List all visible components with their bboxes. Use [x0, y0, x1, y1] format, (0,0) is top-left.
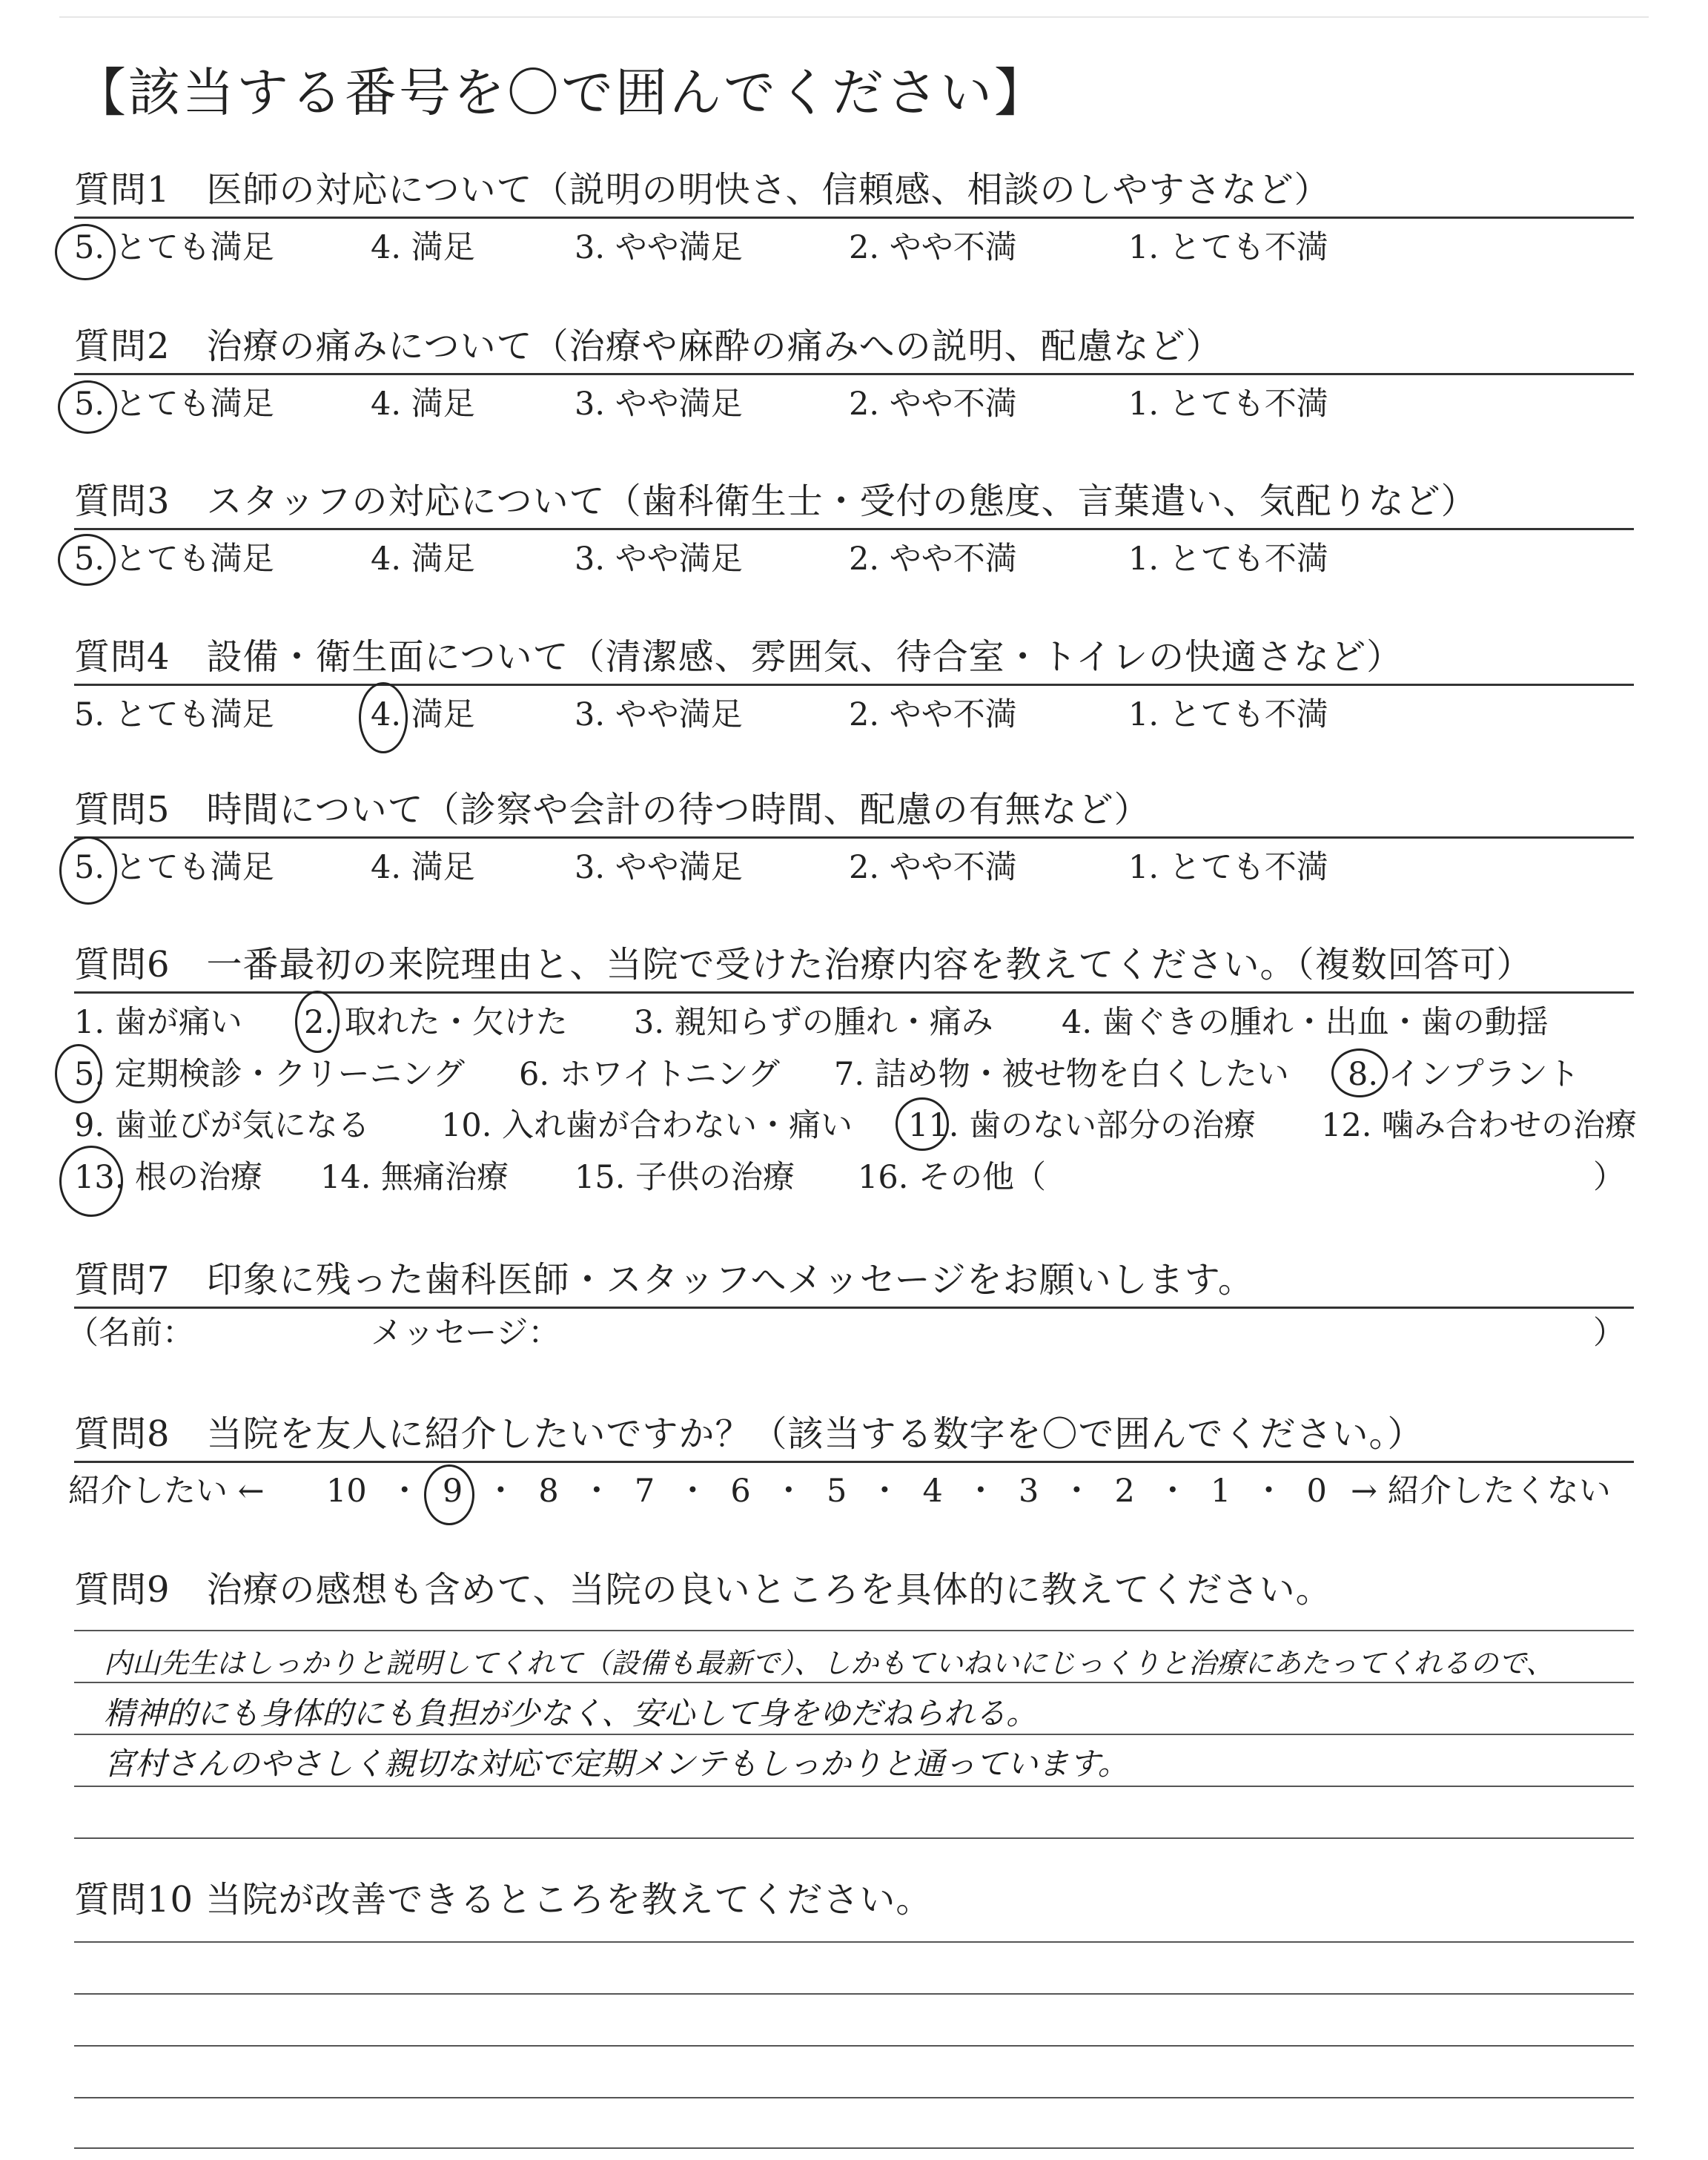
q10-answer-line [74, 1941, 1634, 1943]
q1-option-3[interactable]: 3. やや満足 [575, 229, 743, 266]
q5-option-2[interactable]: 2. やや不満 [849, 849, 1017, 886]
question-1-title: 質問1 医師の対応について（説明の明快さ、信頼感、相談のしやすさなど） [74, 169, 1331, 211]
q6-option-1[interactable]: 1. 歯が痛い [74, 1004, 242, 1041]
q8-scale-dot: ・ [1252, 1473, 1285, 1510]
q7-message-label: メッセージ： [371, 1315, 560, 1352]
q8-scale-3[interactable]: 3 [1018, 1473, 1039, 1510]
q4-option-5[interactable]: 5. とても満足 [74, 696, 274, 733]
q9-answer-line [74, 1682, 1634, 1683]
q3-option-5[interactable]: 5. とても満足 [74, 541, 274, 578]
question-4-rule [74, 684, 1634, 686]
q8-right-label: → 紹介したくない [1351, 1473, 1611, 1510]
q10-answer-line [74, 2147, 1634, 2149]
question-9-title: 質問9 治療の感想も含めて、当院の良いところを具体的に教えてください。 [74, 1569, 1332, 1611]
q3-option-4[interactable]: 4. 満足 [371, 541, 475, 578]
q2-option-1[interactable]: 1. とても不満 [1128, 386, 1328, 423]
q8-scale-6[interactable]: 6 [730, 1473, 751, 1510]
q8-scale-4[interactable]: 4 [922, 1473, 943, 1510]
q8-left-label: 紹介したい ← [68, 1473, 265, 1510]
q7-name-label: （名前： [67, 1315, 194, 1352]
q6-option-9[interactable]: 9. 歯並びが気になる [74, 1107, 370, 1144]
page-top-edge [59, 16, 1649, 18]
q8-scale-10[interactable]: 10 [326, 1473, 367, 1510]
q6-option-10[interactable]: 10. 入れ歯が合わない・痛い [441, 1107, 853, 1144]
q3-option-2[interactable]: 2. やや不満 [849, 541, 1017, 578]
q8-scale-7[interactable]: 7 [634, 1473, 655, 1510]
q1-option-4[interactable]: 4. 満足 [371, 229, 475, 266]
q8-scale-dot: ・ [580, 1473, 613, 1510]
q3-answer-circle [58, 534, 116, 586]
q4-option-2[interactable]: 2. やや不満 [849, 696, 1017, 733]
q9-answer-line [74, 1786, 1634, 1787]
q6-option-6[interactable]: 6. ホワイトニング [519, 1056, 780, 1093]
q8-scale-2[interactable]: 2 [1114, 1473, 1135, 1510]
q6-option-2[interactable]: 2. 取れた・欠けた [304, 1004, 568, 1041]
q8-scale-9[interactable]: 9 [442, 1473, 463, 1510]
q8-scale-0[interactable]: 0 [1306, 1473, 1327, 1510]
q5-option-4[interactable]: 4. 満足 [371, 849, 475, 886]
q8-scale-dot: ・ [868, 1473, 901, 1510]
q6-option-3[interactable]: 3. 親知らずの腫れ・痛み [634, 1004, 993, 1041]
q9-answer-line [74, 1734, 1634, 1735]
q6-circle-13 [59, 1146, 123, 1217]
q5-option-3[interactable]: 3. やや満足 [575, 849, 743, 886]
q6-option-11[interactable]: 11. 歯のない部分の治療 [908, 1107, 1257, 1144]
q2-option-2[interactable]: 2. やや不満 [849, 386, 1017, 423]
q4-option-1[interactable]: 1. とても不満 [1128, 696, 1328, 733]
q6-option-13[interactable]: 13. 根の治療 [74, 1159, 263, 1196]
q6-circle-5 [55, 1044, 102, 1103]
q6-option-12[interactable]: 12. 噛み合わせの治療 [1321, 1107, 1638, 1144]
q2-answer-circle [58, 380, 117, 434]
q8-scale-dot: ・ [772, 1473, 805, 1510]
q6-circle-8 [1331, 1048, 1388, 1097]
q6-option-14[interactable]: 14. 無痛治療 [320, 1159, 509, 1196]
q1-option-1[interactable]: 1. とても不満 [1128, 229, 1328, 266]
q8-scale-8[interactable]: 8 [538, 1473, 559, 1510]
question-4-title: 質問4 設備・衛生面について（清潔感、雰囲気、待合室・トイレの快適さなど） [74, 636, 1403, 678]
question-8-rule [74, 1461, 1634, 1463]
form-header: 【該当する番号を〇で囲んでください】 [74, 62, 1048, 123]
q4-answer-circle [359, 682, 408, 753]
question-10-title: 質問10 当院が改善できるところを教えてください。 [74, 1879, 933, 1920]
q6-circle-11 [896, 1097, 949, 1151]
q2-option-3[interactable]: 3. やや満足 [575, 386, 743, 423]
q1-option-5[interactable]: 5. とても満足 [74, 229, 274, 266]
q5-answer-circle [59, 836, 117, 905]
q8-scale [326, 1473, 1327, 1510]
question-6-title: 質問6 一番最初の来院理由と、当院で受けた治療内容を教えてください。（複数回答可） [74, 944, 1533, 985]
q9-handwritten-line-1: 内山先生はしっかりと説明してくれて（設備も最新で）、しかもていねいにじっくりと治療にあたってくれるので、 [104, 1647, 1555, 1680]
q8-scale-5[interactable]: 5 [826, 1473, 847, 1510]
q6-other-close-paren: ） [1593, 1159, 1625, 1196]
question-5-rule [74, 836, 1634, 839]
question-7-rule [74, 1307, 1634, 1309]
q3-option-1[interactable]: 1. とても不満 [1128, 541, 1328, 578]
q1-answer-circle [55, 224, 116, 280]
q9-answer-line [74, 1630, 1634, 1631]
q10-answer-line [74, 2045, 1634, 2047]
q8-scale-dot: ・ [484, 1473, 517, 1510]
question-3-title: 質問3 スタッフの対応について（歯科衛生士・受付の態度、言葉遣い、気配りなど） [74, 480, 1477, 522]
q8-scale-dot: ・ [1156, 1473, 1189, 1510]
q1-option-2[interactable]: 2. やや不満 [849, 229, 1017, 266]
q10-answer-line [74, 2097, 1634, 2098]
q2-option-5[interactable]: 5. とても満足 [74, 386, 274, 423]
q7-close-paren: ） [1593, 1315, 1625, 1352]
q6-option-8[interactable]: 8. インプラント [1348, 1056, 1580, 1093]
q9-handwritten-line-3: 宮村さんのやさしく親切な対応で定期メンテもしっかりと通っています。 [104, 1745, 1129, 1782]
q4-option-3[interactable]: 3. やや満足 [575, 696, 743, 733]
q5-option-5[interactable]: 5. とても満足 [74, 849, 274, 886]
q3-option-3[interactable]: 3. やや満足 [575, 541, 743, 578]
q8-scale-dot: ・ [964, 1473, 997, 1510]
question-5-title: 質問5 時間について（診察や会計の待つ時間、配慮の有無など） [74, 789, 1151, 830]
question-2-title: 質問2 治療の痛みについて（治療や麻酔の痛みへの説明、配慮など） [74, 326, 1222, 367]
q8-scale-dot: ・ [1060, 1473, 1093, 1510]
question-8-title: 質問8 当院を友人に紹介したいですか？（該当する数字を〇で囲んでください。） [74, 1413, 1424, 1455]
q6-option-15[interactable]: 15. 子供の治療 [575, 1159, 795, 1196]
q8-scale-dot: ・ [676, 1473, 709, 1510]
q4-option-4[interactable]: 4. 満足 [371, 696, 475, 733]
q6-option-7[interactable]: 7. 詰め物・被せ物を白くしたい [834, 1056, 1289, 1093]
q8-answer-circle [424, 1464, 474, 1525]
q5-option-1[interactable]: 1. とても不満 [1128, 849, 1328, 886]
q10-answer-line [74, 1993, 1634, 1995]
question-7-title: 質問7 印象に残った歯科医師・スタッフへメッセージをお願いします。 [74, 1259, 1254, 1301]
q9-handwritten-line-2: 精神的にも身体的にも負担が少なく、安心して身をゆだねられる。 [104, 1695, 1038, 1731]
q6-circle-2 [295, 991, 340, 1053]
q6-option-16[interactable]: 16. その他（ [858, 1159, 1047, 1196]
q6-option-4[interactable]: 4. 歯ぐきの腫れ・出血・歯の動揺 [1062, 1004, 1549, 1041]
q8-scale-dot: ・ [388, 1473, 421, 1510]
q6-option-5[interactable]: 5. 定期検診・クリーニング [74, 1056, 465, 1093]
question-3-rule [74, 528, 1634, 530]
q9-answer-line [74, 1837, 1634, 1839]
q8-scale-1[interactable]: 1 [1211, 1473, 1231, 1510]
q2-option-4[interactable]: 4. 満足 [371, 386, 475, 423]
question-2-rule [74, 373, 1634, 375]
question-1-rule [74, 217, 1634, 219]
